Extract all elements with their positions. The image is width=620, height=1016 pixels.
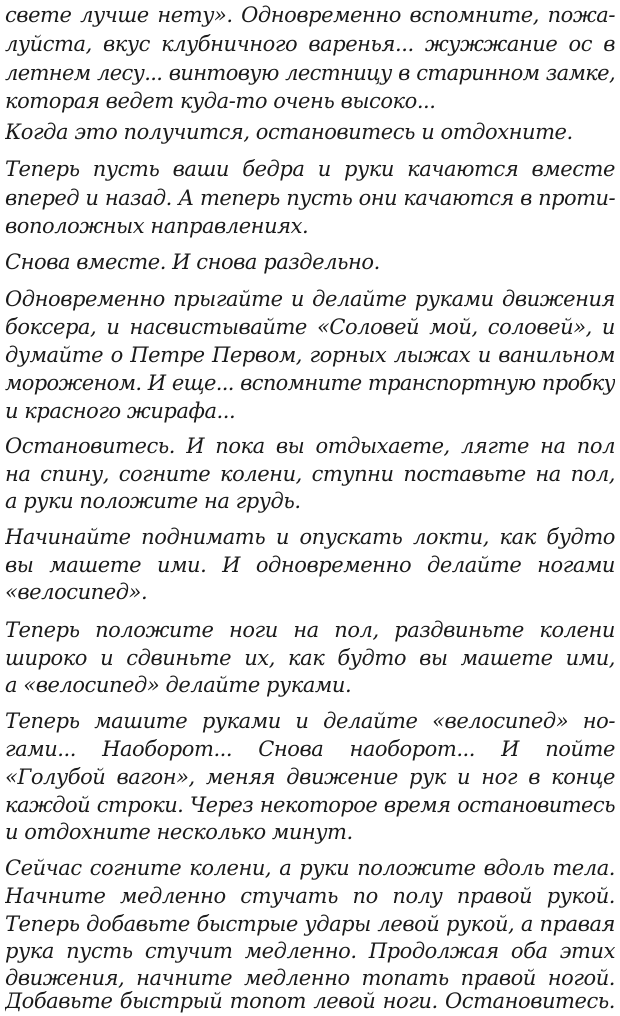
text-line: думайте о Петре Первом, горных лыжах и ванильном xyxy=(5,343,615,367)
text-line: а «велосипед» делайте руками. xyxy=(5,673,352,697)
text-line: и отдохните несколько минут. xyxy=(5,820,353,844)
text-line: каждой строки. Через некоторое время остановитесь xyxy=(5,793,615,817)
text-line: широко и сдвиньте их, как будто вы машете ими, xyxy=(5,646,615,670)
text-line: Теперь машите руками и делайте «велосипед» но- xyxy=(5,709,615,733)
text-line: Начните медленно стучать по полу правой рукой. xyxy=(5,884,615,908)
text-line: Одновременно прыгайте и делайте руками движения xyxy=(5,287,615,311)
text-line: боксера, и насвистывайте «Соловей мой, соловей», и xyxy=(5,315,615,339)
text-line: которая ведет куда-то очень высоко... xyxy=(5,89,436,113)
text-line: движения, начните медленно топать правой ногой. xyxy=(5,966,615,990)
text-line: рука пусть стучит медленно. Продолжая оба этих xyxy=(5,939,615,963)
text-line: Остановитесь. И пока вы отдыхаете, лягте на пол xyxy=(5,434,615,458)
text-line: на спину, согните колени, ступни поставьте на пол, xyxy=(5,462,615,486)
text-line: «Голубой вагон», меняя движение рук и ног в конце xyxy=(5,765,615,789)
text-line: а руки положите на грудь. xyxy=(5,489,301,513)
text-line: Сейчас согните колени, а руки положите вдоль тела. xyxy=(5,856,615,880)
text-line: Теперь пусть ваши бедра и руки качаются вместе xyxy=(5,157,615,181)
text-line: и красного жирафа... xyxy=(5,399,236,423)
text-line: мороженом. И еще... вспомните транспортную пробку xyxy=(5,371,615,395)
text-line: Теперь положите ноги на пол, раздвиньте колени xyxy=(5,618,615,642)
text-line: Начинайте поднимать и опускать локти, как будто xyxy=(5,525,615,549)
text-line: Когда это получится, остановитесь и отдохните. xyxy=(5,120,573,144)
text-line: вперед и назад. А теперь пусть они качаются в проти- xyxy=(5,186,615,210)
text-line: гами... Наоборот... Снова наоборот... И пойте xyxy=(5,737,615,761)
text-line: летнем лесу... винтовую лестницу в старинном замке, xyxy=(5,61,615,85)
text-line: Добавьте быстрый топот левой ноги. Остановитесь. xyxy=(5,989,615,1013)
text-line: вы машете ими. И одновременно делайте ногами xyxy=(5,553,615,577)
text-line: Снова вместе. И снова раздельно. xyxy=(5,250,380,274)
text-line: свете лучше нету». Одновременно вспомните, пожа- xyxy=(5,3,615,27)
text-line: воположных направлениях. xyxy=(5,214,309,238)
book-page xyxy=(5,0,615,1016)
text-line: луйста, вкус клубничного варенья... жужжание ос в xyxy=(5,32,615,56)
text-line: «велосипед». xyxy=(5,580,148,604)
text-line: Теперь добавьте быстрые удары левой рукой, а правая xyxy=(5,912,615,936)
